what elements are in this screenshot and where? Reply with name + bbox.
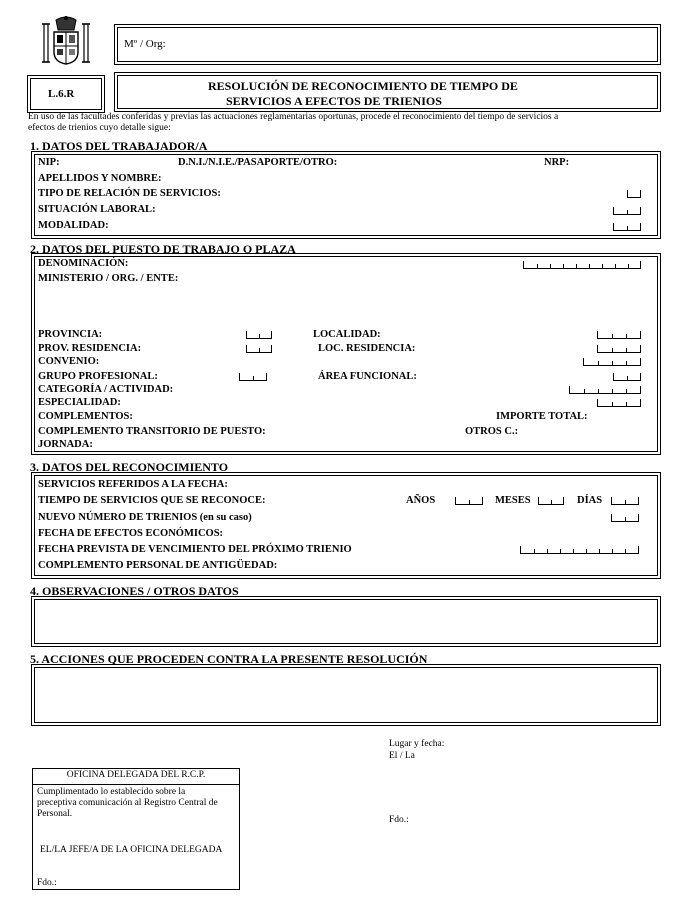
transitorio-label: COMPLEMENTO TRANSITORIO DE PUESTO: bbox=[38, 426, 266, 437]
tipo-relacion-field[interactable] bbox=[627, 190, 641, 198]
localidad-field[interactable] bbox=[597, 331, 641, 339]
provincia-label: PROVINCIA: bbox=[38, 329, 103, 340]
fecha-prevista-field[interactable] bbox=[520, 546, 639, 554]
intro-text-line1: En uso de las facultades conferidas y previas las actuaciones reglamentarias oportunas, procede el reconocimiento del tiempo de servicios a bbox=[28, 112, 559, 122]
anos-field[interactable] bbox=[455, 497, 483, 505]
otros-label: OTROS C.: bbox=[465, 426, 519, 437]
section5-title: 5. ACCIONES QUE PROCEDEN CONTRA LA PRESENTE RESOLUCIÓN bbox=[30, 652, 428, 666]
section2-box bbox=[34, 256, 658, 452]
complemento-antiguedad-label: COMPLEMENTO PERSONAL DE ANTIGÜEDAD: bbox=[38, 560, 278, 571]
office-text-line2: preceptiva comunicación al Registro Central de bbox=[37, 798, 218, 808]
complementos-label: COMPLEMENTOS: bbox=[38, 411, 133, 422]
loc-residencia-label: LOC. RESIDENCIA: bbox=[318, 343, 416, 354]
coat-of-arms-icon bbox=[38, 14, 94, 70]
categoria-label: CATEGORÍA / ACTIVIDAD: bbox=[38, 384, 174, 395]
nrp-label: NRP: bbox=[544, 157, 570, 168]
lugar-fecha-label: Lugar y fecha: bbox=[389, 739, 445, 749]
office-text-line3: Personal. bbox=[37, 809, 73, 819]
situacion-label: SITUACIÓN LABORAL: bbox=[38, 204, 156, 215]
office-title: OFICINA DELEGADA DEL R.C.P. bbox=[33, 770, 239, 785]
provincia-field[interactable] bbox=[246, 331, 272, 339]
nip-label: NIP: bbox=[38, 157, 60, 168]
area-label: ÁREA FUNCIONAL: bbox=[318, 371, 417, 382]
intro-text-line2: efectos de trienios cuyo detalle sigue: bbox=[28, 123, 171, 133]
localidad-label: LOCALIDAD: bbox=[313, 329, 381, 340]
importe-label: IMPORTE TOTAL: bbox=[496, 411, 588, 422]
modalidad-label: MODALIDAD: bbox=[38, 220, 109, 231]
fdo-left-label: Fdo.: bbox=[37, 878, 57, 888]
especialidad-field[interactable] bbox=[597, 399, 641, 407]
categoria-field[interactable] bbox=[569, 386, 641, 394]
loc-residencia-field[interactable] bbox=[597, 345, 641, 353]
apellidos-label: APELLIDOS Y NOMBRE: bbox=[38, 173, 162, 184]
form-code: L.6.R bbox=[48, 88, 75, 100]
section1-title: 1. DATOS DEL TRABAJADOR/A bbox=[30, 139, 208, 153]
page-title-line1: RESOLUCIÓN DE RECONOCIMIENTO DE TIEMPO DE bbox=[208, 79, 518, 93]
area-field[interactable] bbox=[613, 373, 641, 381]
dias-label: DÍAS bbox=[577, 495, 603, 506]
grupo-field[interactable] bbox=[239, 373, 267, 381]
grupo-label: GRUPO PROFESIONAL: bbox=[38, 371, 158, 382]
convenio-field[interactable] bbox=[583, 358, 641, 366]
ministry-box bbox=[117, 27, 658, 62]
dias-field[interactable] bbox=[611, 497, 639, 505]
tipo-relacion-label: TIPO DE RELACIÓN DE SERVICIOS: bbox=[38, 188, 221, 199]
ministerio-label: MINISTERIO / ORG. / ENTE: bbox=[38, 273, 179, 284]
section4-title: 4. OBSERVACIONES / OTROS DATOS bbox=[30, 584, 239, 598]
tiempo-label: TIEMPO DE SERVICIOS QUE SE RECONOCE: bbox=[38, 495, 266, 506]
denominacion-field[interactable] bbox=[523, 261, 641, 269]
observaciones-box[interactable] bbox=[34, 599, 658, 644]
convenio-label: CONVENIO: bbox=[38, 356, 100, 367]
modalidad-field[interactable] bbox=[613, 223, 641, 231]
section3-title: 3. DATOS DEL RECONOCIMIENTO bbox=[30, 460, 229, 474]
especialidad-label: ESPECIALIDAD: bbox=[38, 397, 121, 408]
situacion-field[interactable] bbox=[613, 207, 641, 215]
section2-title: 2. DATOS DEL PUESTO DE TRABAJO O PLAZA bbox=[30, 242, 296, 256]
prov-residencia-field[interactable] bbox=[246, 345, 272, 353]
prov-residencia-label: PROV. RESIDENCIA: bbox=[38, 343, 142, 354]
denominacion-label: DENOMINACIÓN: bbox=[38, 258, 129, 269]
meses-label: MESES bbox=[495, 495, 531, 506]
nuevo-trienios-field[interactable] bbox=[611, 514, 639, 522]
nuevo-trienios-label: NUEVO NÚMERO DE TRIENIOS (en su caso) bbox=[38, 512, 252, 523]
office-text-line1: Cumplimentado lo establecido sobre la bbox=[37, 787, 186, 797]
page-title-line2: SERVICIOS A EFECTOS DE TRIENIOS bbox=[226, 94, 442, 108]
anos-label: AÑOS bbox=[406, 495, 436, 506]
el-la-label: El / La bbox=[389, 751, 415, 761]
fdo-right-label: Fdo.: bbox=[389, 815, 409, 825]
ministry-label: Mº / Org: bbox=[124, 38, 166, 50]
servicios-label: SERVICIOS REFERIDOS A LA FECHA: bbox=[38, 479, 228, 490]
acciones-box[interactable] bbox=[34, 667, 658, 723]
fecha-efectos-label: FECHA DE EFECTOS ECONÓMICOS: bbox=[38, 528, 224, 539]
jefe-label: EL/LA JEFE/A DE LA OFICINA DELEGADA bbox=[40, 845, 223, 855]
fecha-prevista-label: FECHA PREVISTA DE VENCIMIENTO DEL PRÓXIMO TRIENIO bbox=[38, 544, 352, 555]
meses-field[interactable] bbox=[538, 497, 564, 505]
dni-label: D.N.I./N.I.E./PASAPORTE/OTRO: bbox=[178, 157, 338, 168]
jornada-label: JORNADA: bbox=[38, 439, 93, 450]
